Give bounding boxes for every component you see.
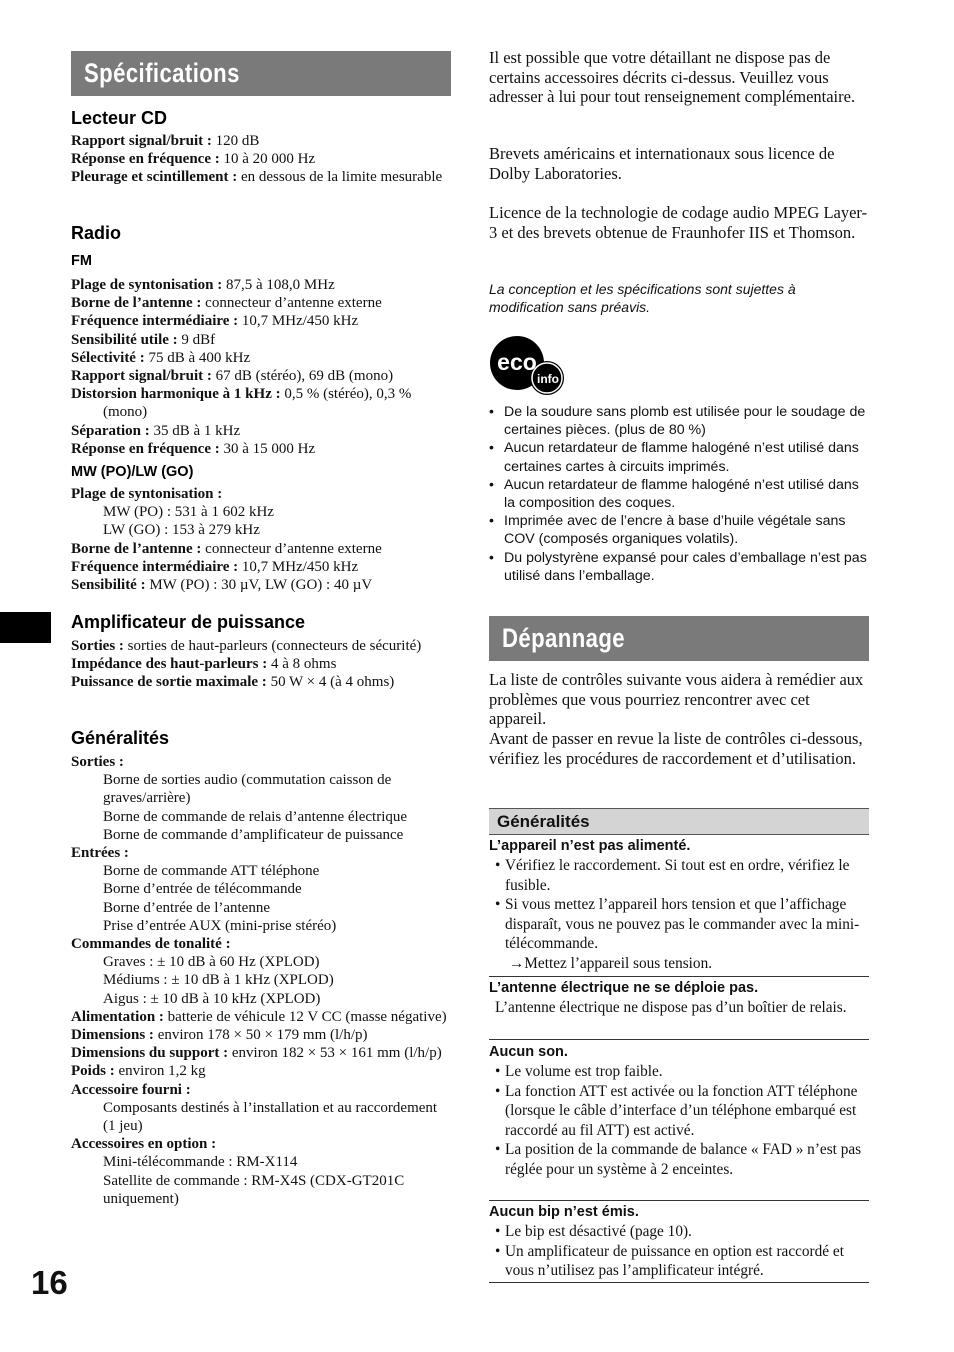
list-item: • Vérifiez le raccordement. Si tout est en ordre, vérifiez le fusible.: [495, 856, 869, 895]
eco-logo-text: eco: [497, 349, 537, 375]
eco-list: [489, 403, 869, 585]
trouble-title: Aucun son.: [489, 1044, 568, 1060]
intro-paragraph: Licence de la technologie de codage audio MPEG Layer-3 et des brevets obtenue de Fraunhofer IIS et Thomson.: [489, 203, 868, 242]
spec-line: Sensibilité utile : 9 dBf: [71, 331, 216, 348]
spec-line: Sélectivité : 75 dB à 400 kHz: [71, 349, 251, 366]
spec-value: Graves : ± 10 dB à 60 Hz (XPLOD): [103, 954, 320, 971]
spec-value: MW (PO) : 531 à 1 602 kHz: [103, 504, 274, 521]
general-specs: [71, 753, 451, 1208]
list-item: • Le volume est trop faible.: [495, 1062, 869, 1082]
spec-value: Mini-télécommande : RM-X114: [103, 1154, 298, 1171]
general-heading: Généralités: [71, 728, 170, 748]
divider: [489, 1039, 869, 1040]
spec-line: Séparation : 35 dB à 1 kHz: [71, 422, 241, 439]
spec-line: Borne de l’antenne : connecteur d’antenne externe: [71, 295, 382, 312]
spec-value: Borne d’entrée de l’antenne: [103, 899, 270, 916]
trouble-text: L’antenne électrique ne dispose pas d’un boîtier de relais.: [495, 999, 847, 1016]
specifications-banner: [71, 51, 451, 96]
trouble-title: L’appareil n’est pas alimenté.: [489, 838, 691, 854]
fm-specs: [71, 276, 451, 458]
spec-line: Puissance de sortie maximale : 50 W × 4 (à 4 ohms): [71, 674, 395, 691]
list-item: • La position de la commande de balance « FAD » n’est pas réglée pour un système à 2 enceintes.: [495, 1140, 869, 1179]
radio-heading: Radio: [71, 223, 122, 243]
spec-line: Fréquence intermédiaire : 10,7 MHz/450 kHz: [71, 558, 359, 575]
spec-value: Médiums : ± 10 dB à 1 kHz (XPLOD): [103, 972, 334, 989]
spec-line: Rapport signal/bruit : 120 dB: [71, 133, 260, 149]
list-item: • De la soudure sans plomb est utilisée pour le soudage de certaines pièces. (plus de 80 %): [489, 403, 869, 439]
fm-heading: FM: [71, 253, 92, 269]
eco-info-icon: [489, 333, 567, 397]
divider: [489, 976, 869, 977]
spec-line: Sorties :: [71, 754, 124, 770]
spec-line: Plage de syntonisation : 87,5 à 108,0 MHz: [71, 277, 335, 293]
eco-logo-subtext: info: [537, 372, 559, 386]
specifications-title: Spécifications: [84, 58, 240, 88]
list-item: • Aucun retardateur de flamme halogéné n’est utilisé dans la composition des coques.: [489, 476, 869, 512]
depannage-title: Dépannage: [502, 623, 626, 653]
amp-heading: Amplificateur de puissance: [71, 612, 306, 632]
spec-line: Accessoires en option :: [71, 1136, 217, 1153]
list-item: • La fonction ATT est activée ou la fonction ATT téléphone (lorsque le câble d’interface d’un téléphone embarqué est raccordé au fil ATT) est activé.: [495, 1082, 869, 1141]
specs-notice: La conception et les spécifications sont sujettes à modification sans préavis.: [489, 281, 796, 315]
solution-line: →Mettez l’appareil sous tension.: [509, 954, 713, 972]
spec-line: Pleurage et scintillement : en dessous de la limite mesurable: [71, 169, 443, 186]
spec-line: Borne de l’antenne : connecteur d’antenne externe: [71, 540, 382, 557]
section-tab-marker: [0, 612, 51, 643]
trouble-item: [489, 1203, 869, 1281]
spec-line: Plage de syntonisation :: [71, 486, 223, 502]
depannage-intro: La liste de contrôles suivante vous aidera à remédier aux problèmes que vous pourriez rencontrer avec cet appareil.: [489, 670, 864, 729]
spec-line: Distorsion harmonique à 1 kHz : 0,5 % (stéréo), 0,3 % (mono): [71, 386, 412, 421]
spec-line: Réponse en fréquence : 30 à 15 000 Hz: [71, 440, 316, 457]
spec-line: Dimensions du support : environ 182 × 53 × 161 mm (l/h/p): [71, 1045, 442, 1062]
spec-line: Commandes de tonalité :: [71, 936, 231, 953]
spec-value: Borne de commande d’amplificateur de puissance: [103, 826, 404, 843]
arrow-right-icon: →: [509, 954, 525, 972]
trouble-item: [489, 837, 869, 973]
list-item: • Le bip est désactivé (page 10).: [495, 1222, 869, 1242]
spec-value: Borne de commande de relais d’antenne électrique: [103, 808, 408, 825]
divider: [489, 1200, 869, 1201]
spec-value: LW (GO) : 153 à 279 kHz: [103, 522, 260, 539]
intro-paragraph: Il est possible que votre détaillant ne dispose pas de certains accessoires décrits ci-dessus. Veuillez vous adresser à lui pour tout renseignement complémentaire.: [489, 48, 856, 107]
spec-line: Alimentation : batterie de véhicule 12 V CC (masse négative): [71, 1008, 447, 1025]
spec-line: Entrées :: [71, 845, 129, 862]
list-item: • Si vous mettez l’appareil hors tension et que l’affichage disparaît, vous ne pouvez pas le commander avec la mini-télécommande.: [495, 895, 869, 954]
spec-line: Accessoire fourni :: [71, 1081, 191, 1098]
spec-line: Dimensions : environ 178 × 50 × 179 mm (l/h/p): [71, 1027, 368, 1044]
spec-value: Borne d’entrée de télécommande: [103, 881, 302, 898]
mw-heading: MW (PO)/LW (GO): [71, 464, 194, 480]
depannage-intro: Avant de passer en revue la liste de contrôles ci-dessous, vérifiez les procédures de raccordement et d’utilisation.: [489, 729, 863, 768]
spec-value: Borne de commande ATT téléphone: [103, 863, 320, 880]
spec-line: Rapport signal/bruit : 67 dB (stéréo), 69 dB (mono): [71, 368, 394, 385]
spec-line: Sorties : sorties de haut-parleurs (connecteurs de sécurité): [71, 638, 422, 654]
list-item: • Un amplificateur de puissance en option est raccordé et vous n’utilisez pas l’amplificateur intégré.: [495, 1242, 869, 1281]
list-item: • Du polystyrène expansé pour cales d’emballage n’est pas utilisé dans l’emballage.: [489, 549, 869, 585]
amp-specs: [71, 637, 451, 692]
spec-line: Poids : environ 1,2 kg: [71, 1063, 206, 1080]
page-number: 16: [31, 1264, 68, 1301]
general-subheading: Généralités: [489, 808, 869, 835]
trouble-item: [489, 979, 869, 1018]
mw-specs: [71, 485, 451, 594]
depannage-banner: [489, 616, 869, 661]
spec-line: Fréquence intermédiaire : 10,7 MHz/450 kHz: [71, 313, 359, 330]
intro-paragraph: Brevets américains et internationaux sous licence de Dolby Laboratories.: [489, 144, 835, 183]
spec-value: Satellite de commande : RM-X4S (CDX-GT201C uniquement): [103, 1172, 405, 1207]
spec-value: Aigus : ± 10 dB à 10 kHz (XPLOD): [103, 990, 321, 1007]
divider: [489, 1282, 869, 1283]
spec-line: Sensibilité : MW (PO) : 30 µV, LW (GO) : 40 µV: [71, 577, 373, 594]
trouble-item: [489, 1043, 869, 1179]
trouble-title: Aucun bip n’est émis.: [489, 1204, 639, 1220]
spec-value: Borne de sorties audio (commutation caisson de graves/arrière): [103, 772, 392, 807]
spec-line: Impédance des haut-parleurs : 4 à 8 ohms: [71, 656, 337, 673]
cd-heading: Lecteur CD: [71, 108, 168, 128]
trouble-title: L’antenne électrique ne se déploie pas.: [489, 980, 759, 996]
spec-value: Composants destinés à l’installation et au raccordement (1 jeu): [103, 1099, 438, 1135]
list-item: • Aucun retardateur de flamme halogéné n’est utilisé dans certaines cartes à circuits imprimés.: [489, 439, 869, 475]
list-item: • Imprimée avec de l’encre à base d’huile végétale sans COV (composés organiques volatils).: [489, 512, 869, 548]
spec-value: Prise d’entrée AUX (mini-prise stéréo): [103, 917, 337, 934]
cd-specs: [71, 132, 451, 187]
spec-line: Réponse en fréquence : 10 à 20 000 Hz: [71, 151, 316, 168]
